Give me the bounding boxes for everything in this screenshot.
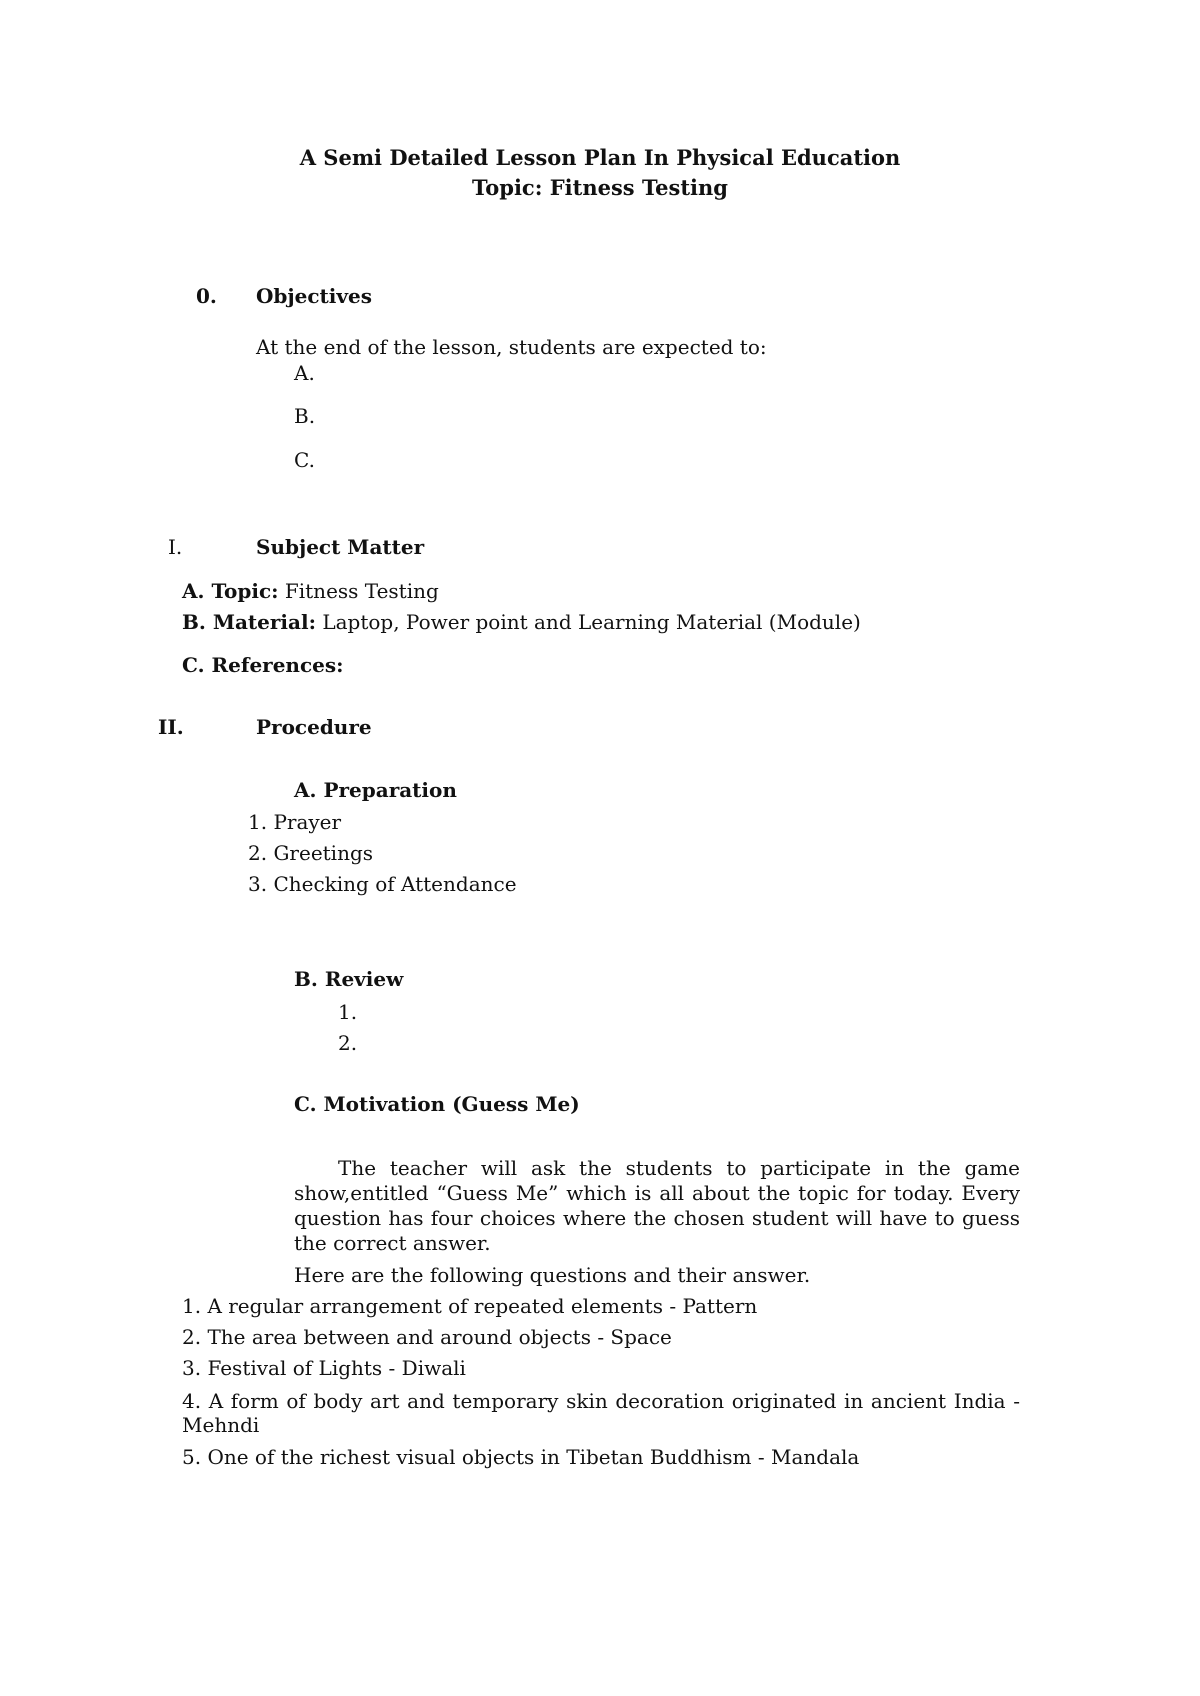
subject-topic-value: Fitness Testing — [284, 579, 439, 603]
document-title: A Semi Detailed Lesson Plan In Physical Education — [299, 145, 901, 170]
preparation-item-1: 1. Prayer — [248, 810, 342, 834]
review-item-1: 1. — [338, 1000, 358, 1024]
motivation-heading: C. Motivation (Guess Me) — [294, 1092, 580, 1116]
objectives-heading: Objectives — [256, 284, 372, 308]
question-item-1: 1. A regular arrangement of repeated elements - Pattern — [182, 1294, 758, 1318]
review-item-2: 2. — [338, 1031, 358, 1055]
subject-matter-numeral: I. — [168, 535, 183, 559]
motivation-paragraph: The teacher will ask the students to participate in the game show,entitled “Guess Me” which is all about the topic for today. Every question has four choices where the chosen student will have to guess the correct answer. — [294, 1156, 1020, 1255]
objectives-intro: At the end of the lesson, students are expected to: — [256, 335, 767, 359]
document-topic: Topic: Fitness Testing — [472, 175, 728, 200]
preparation-heading: A. Preparation — [294, 778, 457, 802]
question-item-2: 2. The area between and around objects - Space — [182, 1325, 672, 1349]
objectives-numeral: 0. — [196, 284, 217, 308]
subject-material-line — [182, 611, 861, 634]
preparation-item-2: 2. Greetings — [248, 841, 374, 865]
question-item-5: 5. One of the richest visual objects in Tibetan Buddhism - Mandala — [182, 1445, 860, 1469]
review-heading: B. Review — [294, 967, 404, 991]
subject-topic-line — [182, 580, 439, 603]
procedure-heading: Procedure — [256, 715, 372, 739]
objective-item-b: B. — [294, 404, 316, 428]
motivation-intro: Here are the following questions and their answer. — [294, 1263, 811, 1287]
subject-material-value: Laptop, Power point and Learning Material (Module) — [322, 610, 861, 634]
question-item-4: 4. A form of body art and temporary skin decoration originated in ancient India - Mehndi — [182, 1389, 1020, 1437]
subject-references-label: C. References: — [182, 653, 344, 677]
subject-matter-heading: Subject Matter — [256, 535, 425, 559]
subject-topic-label: A. Topic: — [182, 579, 279, 603]
objective-item-a: A. — [294, 361, 315, 385]
question-item-3: 3. Festival of Lights - Diwali — [182, 1356, 466, 1380]
subject-material-label: B. Material: — [182, 610, 316, 634]
procedure-numeral: II. — [158, 715, 184, 739]
objective-item-c: C. — [294, 448, 315, 472]
preparation-item-3: 3. Checking of Attendance — [248, 872, 517, 896]
